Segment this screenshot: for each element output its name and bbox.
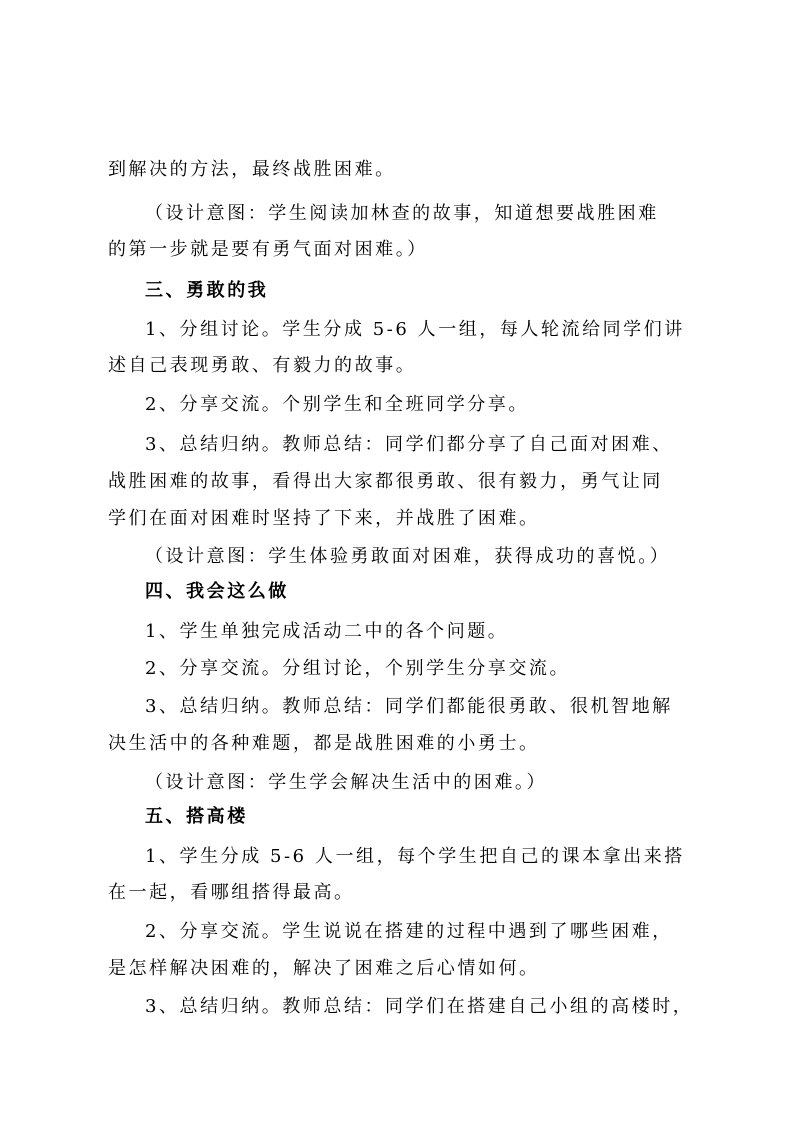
step-item: 3、总结归纳。教师总结：同学们都分享了自己面对困难、 [145, 434, 673, 455]
step-item: 3、总结归纳。教师总结：同学们在搭建自己小组的高楼时， [145, 996, 694, 1017]
step-item-continuation: 战胜困难的故事，看得出大家都很勇敢、很有毅力，勇气让同 [108, 471, 663, 492]
step-item: 2、分享交流。学生说说在搭建的过程中遇到了哪些困难， [145, 921, 673, 942]
step-item-continuation: 决生活中的各种难题，都是战胜困难的小勇士。 [108, 733, 540, 754]
step-item: 2、分享交流。分组讨论，个别学生分享交流。 [145, 658, 570, 679]
section-heading-5: 五、搭高楼 [145, 806, 248, 827]
design-intent-note: （设计意图：学生阅读加林查的故事，知道想要战胜困难 [145, 203, 659, 224]
design-intent-note: （设计意图：学生学会解决生活中的困难。） [145, 772, 547, 793]
step-item: 3、总结归纳。教师总结：同学们都能很勇敢、很机智地解 [145, 696, 673, 717]
step-item: 1、分组讨论。学生分成 5-6 人一组，每人轮流给同学们讲 [145, 319, 685, 340]
step-item: 1、学生分成 5-6 人一组，每个学生把自己的课本拿出来搭 [145, 846, 685, 867]
design-intent-note-continuation: 的第一步就是要有勇气面对困难。） [108, 239, 428, 260]
section-heading-4: 四、我会这么做 [145, 581, 289, 602]
step-item-continuation: 述自己表现勇敢、有毅力的故事。 [108, 355, 417, 376]
step-item: 2、分享交流。个别学生和全班同学分享。 [145, 394, 529, 415]
step-item-continuation: 是怎样解决困难的，解决了困难之后心情如何。 [108, 958, 540, 979]
step-item: 1、学生单独完成活动二中的各个问题。 [145, 621, 509, 642]
design-intent-note: （设计意图：学生体验勇敢面对困难，获得成功的喜悦。） [145, 546, 671, 567]
step-item-continuation: 在一起，看哪组搭得最高。 [108, 882, 355, 903]
section-heading-3: 三、勇敢的我 [145, 280, 269, 301]
paragraph-line-continuation: 到解决的方法，最终战胜困难。 [108, 159, 396, 180]
step-item-continuation: 学们在面对困难时坚持了下来，并战胜了困难。 [108, 508, 540, 529]
